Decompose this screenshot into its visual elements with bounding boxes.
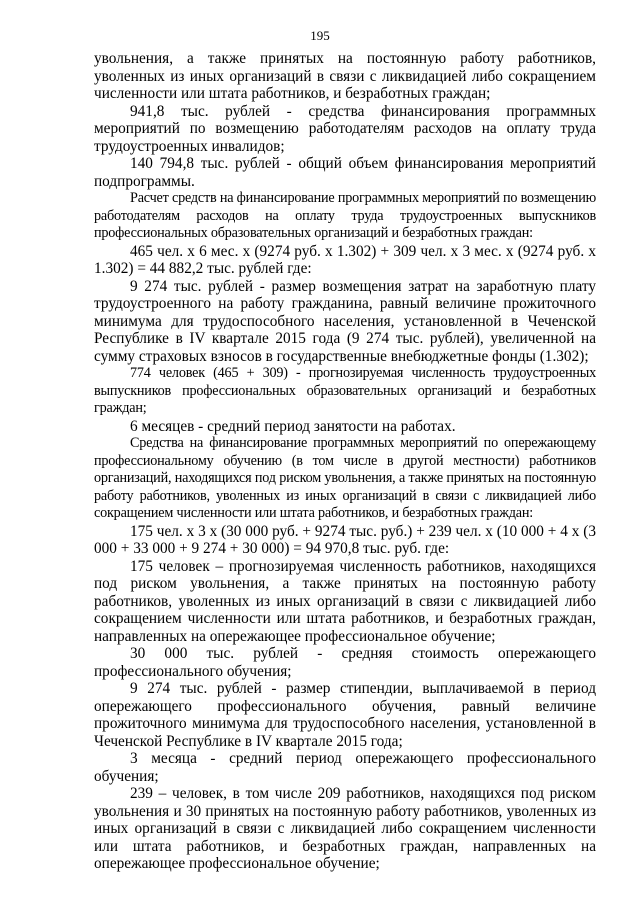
paragraph: 774 человек (465 + 309) - прогнозируемая численность трудоустроенных выпускников профессиональных образовательных организаций и безработных граждан; xyxy=(94,365,596,416)
paragraph: 6 месяцев - средний период занятости на работах. xyxy=(130,417,456,435)
paragraph: 239 – человек, в том числе 209 работников, находящихся под риском увольнения и 30 принятых на постоянную работу работников, уволенных из иных организаций в связи с ликвидацией либо сокращением численности или штата работников, и безработных граждан, направленных на опережающее профессиональное обучение; xyxy=(94,785,596,872)
page-number: 195 xyxy=(310,28,330,43)
formula-paragraph: 175 чел. х 3 х (30 000 руб. + 9274 тыс. руб.) + 239 чел. х (10 000 + 4 х (3 000 + 33 000 + 9 274 + 30 000) = 94 970,8 тыс. руб. где: xyxy=(94,522,596,557)
paragraph: 140 794,8 тыс. рублей - общий объем финансирования мероприятий подпрограммы. xyxy=(94,155,596,190)
paragraph: 3 месяца - средний период опережающего профессионального обучения; xyxy=(94,750,596,785)
paragraph: увольнения, а также принятых на постоянную работу работников, уволенных из иных организаций в связи с ликвидацией либо сокращением численности или штата работников, и безработных граждан; xyxy=(94,50,596,102)
document-body xyxy=(94,50,596,873)
paragraph: 175 человек – прогнозируемая численность работников, находящихся под риском увольнения, а также принятых на постоянную работу работников, уволенных из иных организаций в связи с ликвидацией либо сокращением численности или штата работников, и безработных граждан, направленных на опережающее профессиональное обучение; xyxy=(94,557,596,645)
paragraph: 9 274 тыс. рублей - размер стипендии, выплачиваемой в период опережающего профессионального обучения, равный величине прожиточного минимума для трудоспособного населения, установленной в Чеченской Республике в IV квартале 2015 года; xyxy=(94,680,596,750)
paragraph: 941,8 тыс. рублей - средства финансирования программных мероприятий по возмещению работодателям расходов на оплату труда трудоустроенных инвалидов; xyxy=(94,102,596,155)
paragraph: 9 274 тыс. рублей - размер возмещения затрат на заработную плату трудоустроенного на работу гражданина, равный величине прожиточного минимума для трудоспособного населения, установленной в Чеченской Республике в IV квартале 2015 года (9 274 тыс. рублей), увеличенной на сумму страховых взносов в государственные внебюджетные фонды (1.302); xyxy=(94,277,596,365)
paragraph: Расчет средств на финансирование программных мероприятий по возмещению работодателям расходов на оплату труда трудоустроенных выпускников профессиональных образовательных организаций и безработных граждан: xyxy=(94,190,596,241)
paragraph: Средства на финансирование программных мероприятий по опережающему профессиональному обучению (в том числе в другой местности) работников организаций, находящихся под риском увольнения, а также принятых на постоянную работу работников, уволенных из иных организаций в связи с ликвидацией либо сокращением численности или штата работников, и безработных граждан: xyxy=(94,435,596,521)
paragraph: 30 000 тыс. рублей - средняя стоимость опережающего профессионального обучения; xyxy=(94,645,596,680)
formula-paragraph: 465 чел. х 6 мес. х (9274 руб. х 1.302) + 309 чел. х 3 мес. х (9274 руб. х 1.302) = 44 882,2 тыс. рублей где: xyxy=(94,242,596,277)
